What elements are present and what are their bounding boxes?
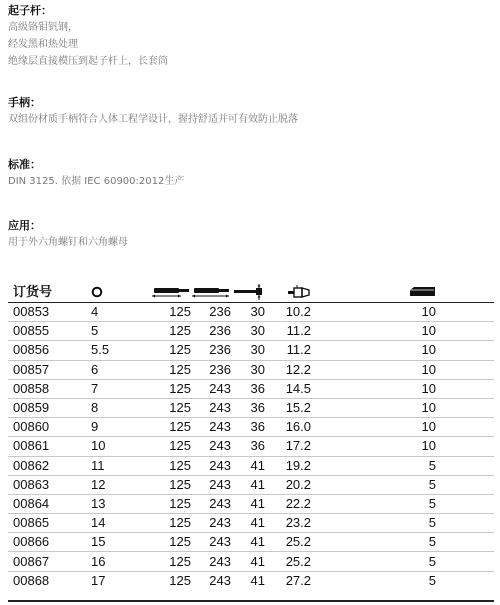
hex-size-cell: 10 [91,438,106,454]
section-standard [8,157,184,190]
order-number-cell: 00865 [13,515,50,531]
order-number-header: 订货号 [8,281,75,303]
socket-depth-cell: 10.2 [285,304,311,320]
order-number-cell: 00863 [13,476,50,492]
total-length-cell: 236 [209,361,231,377]
socket-depth-cell: 17.2 [285,438,311,454]
order-number-cell: 00866 [13,534,50,550]
table-row [8,341,494,360]
table-row [8,379,494,398]
diameter-cell: 41 [250,476,265,492]
diameter-cell: 36 [250,438,265,454]
blade-length-cell: 125 [169,457,191,473]
total-length-cell: 243 [209,572,231,588]
table-row [8,437,494,456]
total-length-cell: 236 [209,323,231,339]
socket-depth-cell: 15.2 [285,400,311,416]
table-row [8,514,494,533]
hex-size-cell: 9 [91,419,99,435]
blade-length-cell: 125 [169,380,191,396]
diameter-cell: 41 [250,534,265,550]
blade-length-cell: 125 [169,572,191,588]
total-length-cell: 243 [209,476,231,492]
package-quantity-cell: 10 [421,342,436,358]
diameter-cell: 41 [250,553,265,569]
section-line: DIN 3125. 依据 IEC 60900:2012生产 [8,176,185,187]
table-row [8,552,494,571]
table-header-row [8,281,494,303]
socket-depth-cell: 25.2 [285,534,311,550]
diameter-icon [231,281,265,303]
diameter-cell: 41 [250,495,265,511]
package-quantity-cell: 5 [428,553,436,569]
socket-depth-cell: 22.2 [285,495,311,511]
blade-length-cell: 125 [169,476,191,492]
section-heading: 起子杆： [8,4,52,17]
section-line: 高级铬钼钒钢， [8,22,78,33]
table-row [8,456,494,475]
blade-length-cell: 125 [169,361,191,377]
total-length-cell: 243 [209,534,231,550]
order-number-cell: 00862 [13,457,50,473]
table-row [8,418,494,437]
product-table [8,281,494,590]
hex-size-cell: 15 [91,534,106,550]
table-row [8,533,494,552]
hex-size-cell: 4 [91,304,99,320]
package-quantity-cell: 10 [421,438,436,454]
blade-length-cell: 125 [169,342,191,358]
package-quantity-cell: 10 [421,400,436,416]
order-number-cell: 00857 [13,361,50,377]
blade-length-cell: 125 [169,515,191,531]
hex-size-cell: 8 [91,400,99,416]
hex-size-cell: 6 [91,361,99,377]
hex-size-cell: 5.5 [91,342,110,358]
blade-length-cell: 125 [169,323,191,339]
package-quantity-cell: 5 [428,534,436,550]
order-number-cell: 00858 [13,380,50,396]
hex-size-cell: 12 [91,476,106,492]
diameter-cell: 30 [250,342,265,358]
order-number-cell: 00861 [13,438,50,454]
total-length-cell: 243 [209,380,231,396]
hex-size-cell: 14 [91,515,106,531]
blade-length-cell: 125 [169,438,191,454]
diameter-cell: 30 [250,304,265,320]
order-number-cell: 00860 [13,419,50,435]
blade-length-cell: 125 [169,534,191,550]
socket-depth-cell: 12.2 [285,361,311,377]
total-length-cell: 243 [209,419,231,435]
section-heading: 手柄： [8,96,41,109]
section-line: 用于外六角螺钉和六角螺母 [8,237,128,248]
diameter-cell: 30 [250,361,265,377]
diameter-cell: 41 [250,515,265,531]
total-length-cell: 236 [209,304,231,320]
hex-size-cell: 5 [91,323,99,339]
package-quantity-cell: 10 [421,304,436,320]
section-line: 经发黑和热处理 [8,39,78,50]
order-number-cell: 00867 [13,553,50,569]
total-length-cell: 236 [209,342,231,358]
table-row [8,322,494,341]
socket-depth-cell: 20.2 [285,476,311,492]
order-number-cell: 00868 [13,572,50,588]
hex-size-cell: 11 [91,457,105,473]
section-line: 双组份材质手柄符合人体工程学设计，握持舒适并可有效防止脱落 [8,114,298,125]
order-number-cell: 00855 [13,323,50,339]
package-quantity-cell: 5 [428,572,436,588]
hex-size-cell: 17 [91,572,106,588]
table-row [8,303,494,322]
section-shaft [8,3,168,70]
diameter-cell: 30 [250,323,265,339]
diameter-cell: 41 [250,572,265,588]
hex-size-icon [75,281,131,303]
package-quantity-cell: 5 [428,457,436,473]
section-heading: 标准： [8,158,41,171]
order-number-cell: 00853 [13,304,50,320]
table-row [8,475,494,494]
socket-depth-cell: 27.2 [285,572,311,588]
package-quantity-cell: 10 [421,419,436,435]
socket-depth-cell: 19.2 [285,457,311,473]
order-number-cell: 00864 [13,495,50,511]
socket-depth-cell: 14.5 [285,380,311,396]
hex-size-cell: 7 [91,380,99,396]
package-quantity-cell: 5 [428,495,436,511]
table-row [8,494,494,513]
package-quantity-cell: 5 [428,515,436,531]
total-length-cell: 243 [209,438,231,454]
diameter-cell: 36 [250,419,265,435]
blade-length-cell: 125 [169,553,191,569]
section-handle [8,95,298,128]
order-number-cell: 00856 [13,342,50,358]
total-length-cell: 243 [209,457,231,473]
blade-length-icon [131,281,191,303]
socket-depth-cell: 23.2 [285,515,311,531]
table-row [8,398,494,417]
package-quantity-cell: 10 [421,323,436,339]
socket-depth-cell: 16.0 [285,419,311,435]
total-length-cell: 243 [209,553,231,569]
total-length-cell: 243 [209,495,231,511]
blade-length-cell: 125 [169,495,191,511]
socket-depth-cell: 11.2 [286,342,311,358]
diameter-cell: 41 [250,457,265,473]
package-quantity-cell: 5 [428,476,436,492]
order-number-cell: 00859 [13,400,50,416]
blade-length-cell: 125 [169,419,191,435]
section-heading: 应用： [8,219,41,232]
socket-depth-cell: 11.2 [286,323,311,339]
hex-size-cell: 13 [91,495,106,511]
total-length-icon [191,281,231,303]
diameter-cell: 36 [250,400,265,416]
table-body [8,303,494,590]
socket-depth-icon [265,281,311,303]
total-length-cell: 243 [209,400,231,416]
table-row [8,360,494,379]
socket-depth-cell: 25.2 [285,553,311,569]
blade-length-cell: 125 [169,400,191,416]
diameter-cell: 36 [250,380,265,396]
total-length-cell: 243 [209,515,231,531]
package-quantity-cell: 10 [421,361,436,377]
table-bottom-rule [8,600,494,602]
package-quantity-cell: 10 [421,380,436,396]
hex-size-cell: 16 [91,553,106,569]
package-quantity-icon [311,281,494,303]
blade-length-cell: 125 [169,304,191,320]
section-line: 绝缘层直接模压到起子杆上，长套筒 [8,56,168,67]
table-row [8,571,494,590]
section-application [8,218,128,251]
